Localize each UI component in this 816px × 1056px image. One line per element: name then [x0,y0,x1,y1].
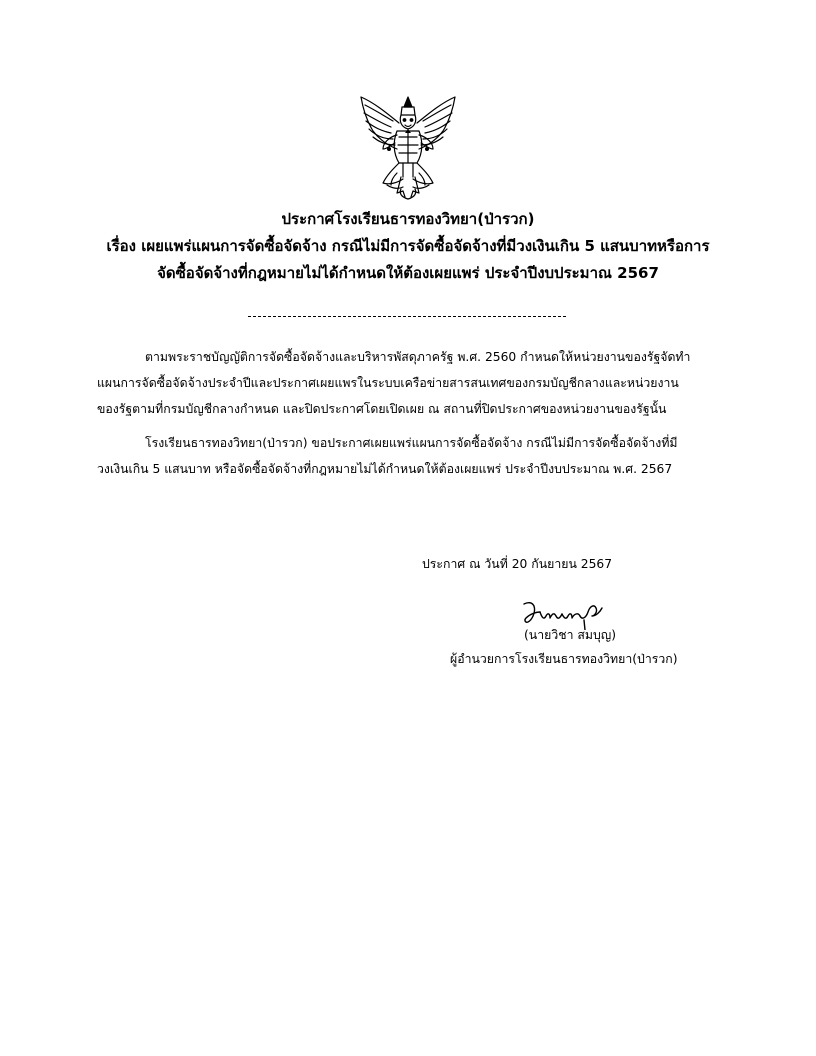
document-title [60,206,756,287]
paragraph-line: ตามพระราชบัญญัติการจัดซื้อจัดจ้างและบริหารพัสดุภาครัฐ พ.ศ. 2560 กำหนดให้หน่วยงานของรัฐจัดทำ [145,350,691,364]
signer-name: (นายวิชา สมบุญ) [524,628,617,642]
body-paragraph-2 [97,430,721,482]
paragraph-line: วงเงินเกิน 5 แสนบาท หรือจัดซื้อจัดจ้างที่กฎหมายไม่ได้กำหนดให้ต้องเผยแพร่ ประจำปีงบประมาณ พ.ศ. 2567 [97,462,673,476]
signer-position: ผู้อำนวยการโรงเรียนธารทองวิทยา(ป่ารวก) [450,652,678,666]
garuda-emblem-icon [353,93,463,201]
body-paragraph-1 [97,344,721,422]
title-line-1: ประกาศโรงเรียนธารทองวิทยา(ป่ารวก) [281,210,535,228]
paragraph-line: แผนการจัดซื้อจัดจ้างประจำปีและประกาศเผยแพรในระบบเครือข่ายสารสนเทศของกรมบัญชีกลางและหน่วยงาน [97,376,679,390]
paragraph-line: ของรัฐตามที่กรมบัญชีกลางกำหนด และปิดประกาศโดยเปิดเผย ณ สถานที่ปิดประกาศของหน่วยงานของรัฐนั้น [97,402,667,416]
title-line-3: จัดซื้อจัดจ้างที่กฎหมายไม่ได้กำหนดให้ต้องเผยแพร่ ประจำปีงบประมาณ 2567 [157,264,659,282]
title-line-2: เรื่อง เผยแพร่แผนการจัดซื้อจัดจ้าง กรณีไม่มีการจัดซื้อจัดจ้างที่มีวงเงินเกิน 5 แสนบาทหรือการ [106,237,710,255]
title-divider [248,316,566,317]
announcement-date: ประกาศ ณ วันที่ 20 กันยายน 2567 [422,557,613,571]
paragraph-line: โรงเรียนธารทองวิทยา(ป่ารวก) ขอประกาศเผยแพร่แผนการจัดซื้อจัดจ้าง กรณีไม่มีการจัดซื้อจัดจ้างที่มี [145,436,678,450]
